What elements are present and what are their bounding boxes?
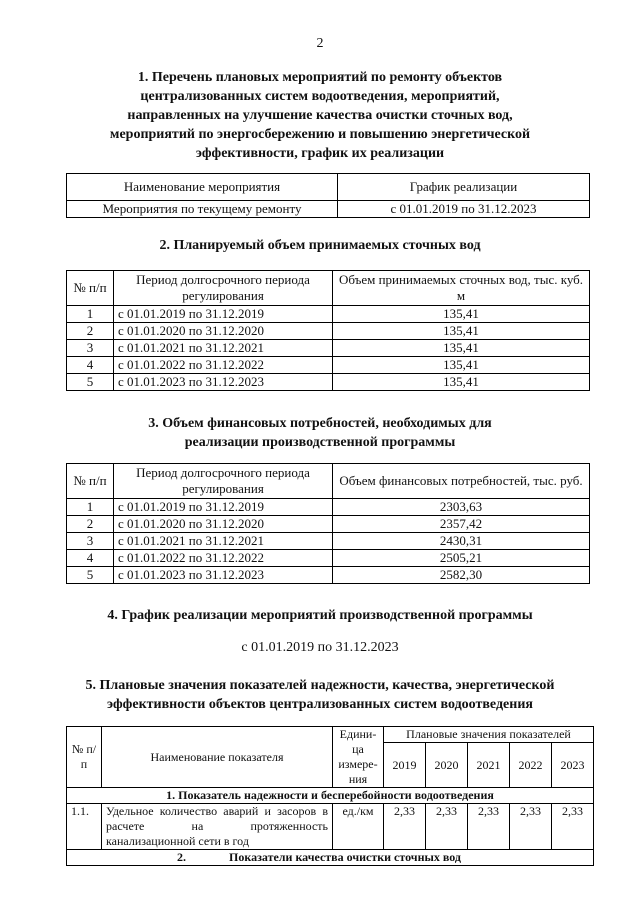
table-cell: ед./км — [333, 804, 384, 850]
header-cell: № п/п — [67, 727, 102, 788]
table-cell: 5 — [67, 374, 114, 391]
section2-title: 2. Планируемый объем принимаемых сточных вод — [159, 238, 481, 253]
section5-title-line: эффективности объектов централизованных систем водоотведения — [107, 697, 533, 712]
year-header: 2022 — [509, 743, 551, 788]
section4-title: 4. График реализации мероприятий производственной программы — [107, 608, 533, 623]
table-row — [67, 357, 590, 374]
table-cell: 1.1. — [67, 804, 102, 850]
header-cell: Объем финансовых потребностей, тыс. руб. — [333, 464, 590, 499]
group-row — [67, 850, 594, 866]
table-cell: 135,41 — [333, 374, 590, 391]
table-row — [67, 323, 590, 340]
table-cell: 3 — [67, 533, 114, 550]
table-cell: 1 — [67, 306, 114, 323]
table-cell: 135,41 — [333, 340, 590, 357]
header-cell: Едини- ца измере- ния — [333, 727, 384, 788]
table-cell: 2430,31 — [333, 533, 590, 550]
section5-title-line: 5. Плановые значения показателей надежности, качества, энергетической — [85, 678, 555, 693]
year-header: 2021 — [467, 743, 509, 788]
table-cell: с 01.01.2019 по 31.12.2019 — [114, 499, 333, 516]
table-cell: с 01.01.2023 по 31.12.2023 — [114, 567, 333, 584]
group-label: Показатели качества очистки сточных вод — [229, 850, 461, 864]
header-cell: Плановые значения показателей — [384, 727, 594, 743]
table-cell: с 01.01.2021 по 31.12.2021 — [114, 340, 333, 357]
table-cell: с 01.01.2019 по 31.12.2023 — [338, 201, 590, 218]
section5-title — [60, 676, 580, 714]
header-cell: Наименование мероприятия — [67, 174, 338, 201]
header-cell: Наименование показателя — [102, 727, 333, 788]
table-cell: 2303,63 — [333, 499, 590, 516]
section1-title — [60, 68, 580, 163]
table-row — [67, 340, 590, 357]
table-cell: с 01.01.2022 по 31.12.2022 — [114, 357, 333, 374]
table-row — [67, 306, 590, 323]
table-cell: 135,41 — [333, 357, 590, 374]
table-cell: 4 — [67, 550, 114, 567]
section1-title-line: направленных на улучшение качества очистки сточных вод, — [127, 108, 513, 123]
table-cell: 2,33 — [509, 804, 551, 850]
table-row — [67, 201, 590, 218]
table-cell: 2357,42 — [333, 516, 590, 533]
table-header-row — [67, 464, 590, 499]
table-cell: с 01.01.2020 по 31.12.2020 — [114, 323, 333, 340]
table-cell: с 01.01.2019 по 31.12.2019 — [114, 306, 333, 323]
table-cell: с 01.01.2023 по 31.12.2023 — [114, 374, 333, 391]
table-cell: 5 — [67, 567, 114, 584]
header-cell: № п/п — [67, 464, 114, 499]
section4-period: с 01.01.2019 по 31.12.2023 — [241, 640, 399, 655]
section3-table — [66, 463, 590, 584]
table-header-row — [67, 271, 590, 306]
section5-table — [66, 726, 594, 866]
table-row — [67, 567, 590, 584]
group-title — [67, 850, 594, 866]
table-row — [67, 374, 590, 391]
table-cell: 3 — [67, 340, 114, 357]
section3-title — [60, 414, 580, 452]
header-cell: № п/п — [67, 271, 114, 306]
table-header-row — [67, 727, 594, 743]
group-title: 1. Показатель надежности и бесперебойности водоотведения — [67, 788, 594, 804]
table-cell: 2505,21 — [333, 550, 590, 567]
table-cell: 2,33 — [467, 804, 509, 850]
table-row — [67, 533, 590, 550]
table-cell: 2582,30 — [333, 567, 590, 584]
group-row — [67, 788, 594, 804]
header-cell: Объем принимаемых сточных вод, тыс. куб. м — [333, 271, 590, 306]
table-cell: 2,33 — [384, 804, 426, 850]
table-row — [67, 499, 590, 516]
year-header: 2019 — [384, 743, 426, 788]
section1-title-line: централизованных систем водоотведения, мероприятий, — [140, 89, 500, 104]
table-cell: с 01.01.2020 по 31.12.2020 — [114, 516, 333, 533]
table-cell: 2,33 — [425, 804, 467, 850]
table-cell: 1 — [67, 499, 114, 516]
header-cell: Период долгосрочного периода регулирования — [114, 271, 333, 306]
table-cell: 135,41 — [333, 306, 590, 323]
table-row — [67, 804, 594, 850]
table-row — [67, 550, 590, 567]
year-header: 2020 — [425, 743, 467, 788]
section1-title-line: мероприятий по энергосбережению и повышению энергетической — [109, 127, 531, 142]
table-cell: 2 — [67, 323, 114, 340]
section1-table — [66, 173, 590, 218]
section1-title-line: 1. Перечень плановых мероприятий по ремонту объектов — [137, 70, 503, 85]
header-cell: Период долгосрочного периода регулирования — [114, 464, 333, 499]
year-header: 2023 — [551, 743, 593, 788]
table-cell: Удельное количество аварий и засоров в расчете на протяженность канализационной сети в год — [102, 804, 333, 850]
section3-title-line: реализации производственной программы — [184, 435, 456, 450]
group-number: 2. — [177, 850, 186, 864]
table-cell: 135,41 — [333, 323, 590, 340]
section2-table — [66, 270, 590, 391]
page-number: 2 — [316, 36, 324, 51]
table-row — [67, 516, 590, 533]
table-cell: 2 — [67, 516, 114, 533]
header-cell: График реализации — [338, 174, 590, 201]
section1-title-line: эффективности, график их реализации — [195, 146, 445, 161]
section3-title-line: 3. Объем финансовых потребностей, необходимых для — [148, 416, 492, 431]
table-cell: с 01.01.2021 по 31.12.2021 — [114, 533, 333, 550]
table-cell: с 01.01.2022 по 31.12.2022 — [114, 550, 333, 567]
table-header-row — [67, 174, 590, 201]
table-cell: 2,33 — [551, 804, 593, 850]
table-cell: 4 — [67, 357, 114, 374]
table-cell: Мероприятия по текущему ремонту — [67, 201, 338, 218]
